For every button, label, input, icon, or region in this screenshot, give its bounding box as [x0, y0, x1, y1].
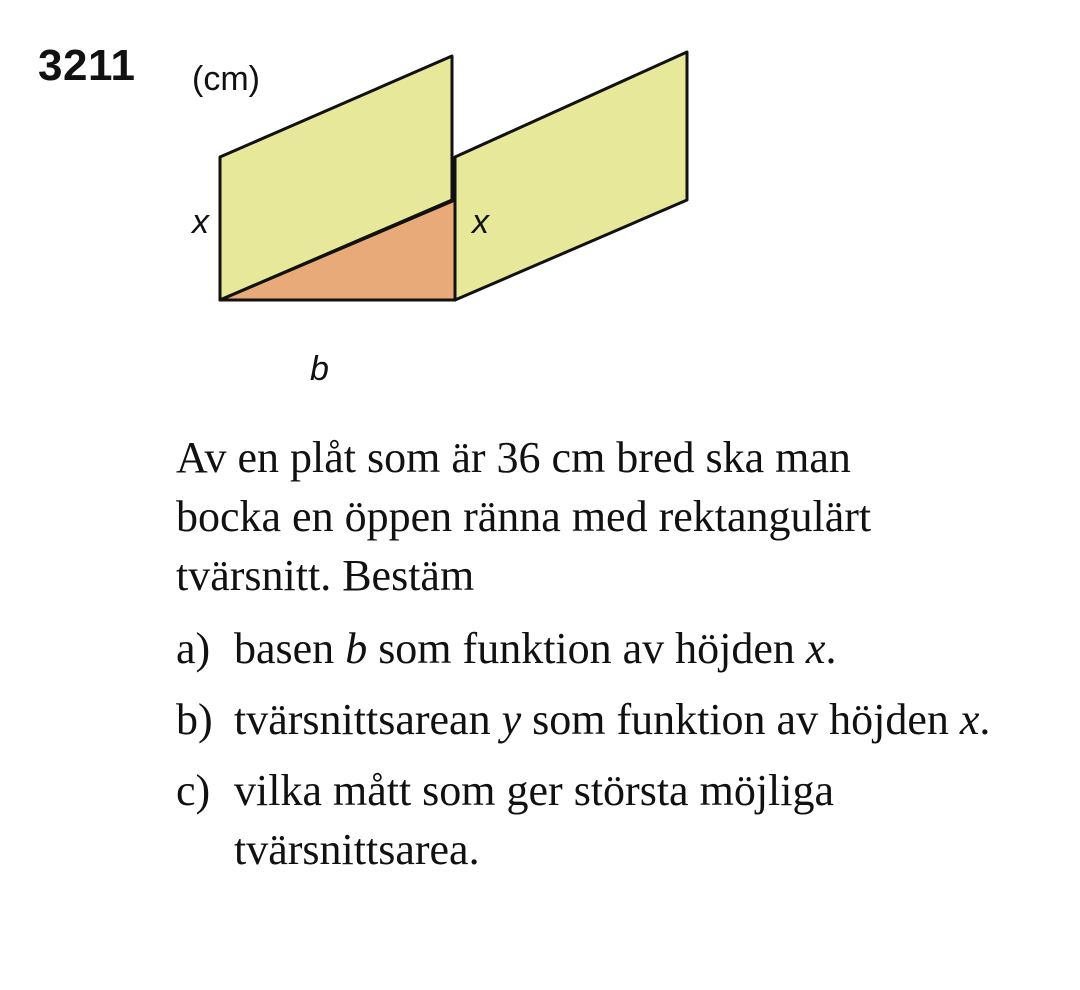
problem-number: 3211: [38, 41, 136, 90]
intro-line: Av en plåt som är 36 cm bred ska man: [176, 433, 851, 482]
intro-line: bocka en öppen ränna med rektangulärt: [176, 492, 872, 541]
task-list: [176, 619, 1056, 879]
task-text: vilka mått som ger största möjliga tvärsnittsarea.: [234, 766, 835, 874]
task-text-part: .: [979, 695, 991, 744]
task-letter: a): [176, 624, 211, 673]
variable-y: y: [501, 695, 522, 744]
task-text: [234, 695, 990, 744]
base-label: b: [310, 350, 329, 388]
task-text-part: tvärsnittsarean: [234, 695, 502, 744]
front-wall: [455, 52, 687, 300]
task-text-part: .: [825, 624, 837, 673]
variable-x: x: [959, 695, 980, 744]
unit-label: (cm): [192, 60, 260, 98]
task-text-part: som funktion av höjden: [521, 695, 960, 744]
problem-text: [176, 428, 1056, 891]
height-label-right: x: [472, 203, 489, 241]
task-b: [176, 690, 1056, 749]
task-text-part: som funktion av höjden: [367, 624, 806, 673]
task-text-part: basen: [234, 624, 346, 673]
variable-b: b: [345, 624, 368, 673]
problem-intro: [176, 428, 1056, 605]
task-a: [176, 619, 1056, 678]
task-text: [234, 624, 836, 673]
task-c: [176, 761, 1056, 879]
height-label-left: x: [192, 203, 209, 241]
task-letter: c): [176, 766, 211, 815]
variable-x: x: [805, 624, 826, 673]
gutter-drawing: [0, 0, 800, 420]
intro-line: tvärsnitt. Bestäm: [176, 551, 475, 600]
gutter-figure: [0, 0, 800, 420]
task-letter: b): [176, 695, 213, 744]
